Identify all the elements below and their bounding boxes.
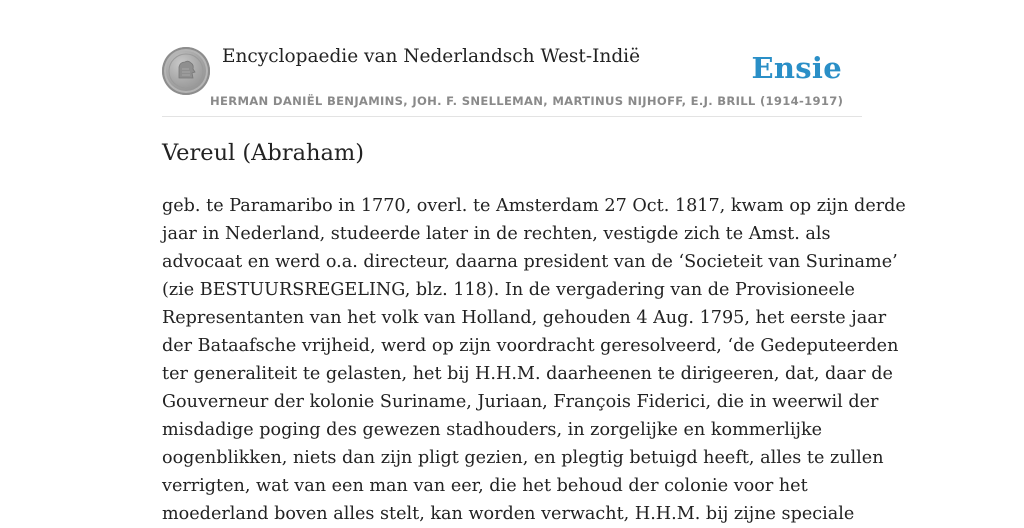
book-title[interactable]: Encyclopaedie van Nederlandsch West-Indië [222, 46, 641, 67]
body-line: misdadige poging des gewezen stadhouders, in zorgelijke en kommerlijke [162, 420, 823, 440]
body-line: verrigten, wat van een man van eer, die het behoud der colonie voor het [162, 476, 808, 496]
ensie-logo[interactable]: Ensie [751, 51, 842, 85]
coin-seal-icon[interactable] [162, 47, 210, 95]
body-line: oogenblikken, niets dan zijn pligt gezien, en plegtig betuigd heeft, alles te zullen [162, 448, 884, 468]
lion-emblem-icon [162, 47, 210, 95]
body-line: moederland boven alles stelt, kan worden verwacht, H.H.M. bij zijne speciale [162, 504, 855, 524]
body-line: der Bataafsche vrijheid, werd op zijn voordracht geresolveerd, ‘de Gedeputeerden [162, 336, 899, 356]
header [162, 46, 862, 117]
entry-body [162, 192, 906, 528]
body-line: jaar in Nederland, studeerde later in de rechten, vestigde zich te Amst. als [162, 224, 831, 244]
body-line: advocaat en werd o.a. directeur, daarna president van de ‘Societeit van Suriname’ [162, 252, 898, 272]
body-line: ter generaliteit te gelasten, het bij H.H.M. daarheenen te dirigeeren, dat, daar de [162, 364, 893, 384]
body-line: geb. te Paramaribo in 1770, overl. te Amsterdam 27 Oct. 1817, kwam op zijn derde [162, 196, 906, 216]
entry-title: Vereul (Abraham) [162, 140, 365, 166]
authors-line: HERMAN DANIËL BENJAMINS, JOH. F. SNELLEMAN, MARTINUS NIJHOFF, E.J. BRILL (1914-1917) [210, 94, 844, 108]
body-line: (zie BESTUURSREGELING, blz. 118). In de vergadering van de Provisioneele [162, 280, 855, 300]
body-line: Representanten van het volk van Holland, gehouden 4 Aug. 1795, het eerste jaar [162, 308, 887, 328]
body-line: Gouverneur der kolonie Suriname, Juriaan, François Fiderici, die in weerwil der [162, 392, 879, 412]
